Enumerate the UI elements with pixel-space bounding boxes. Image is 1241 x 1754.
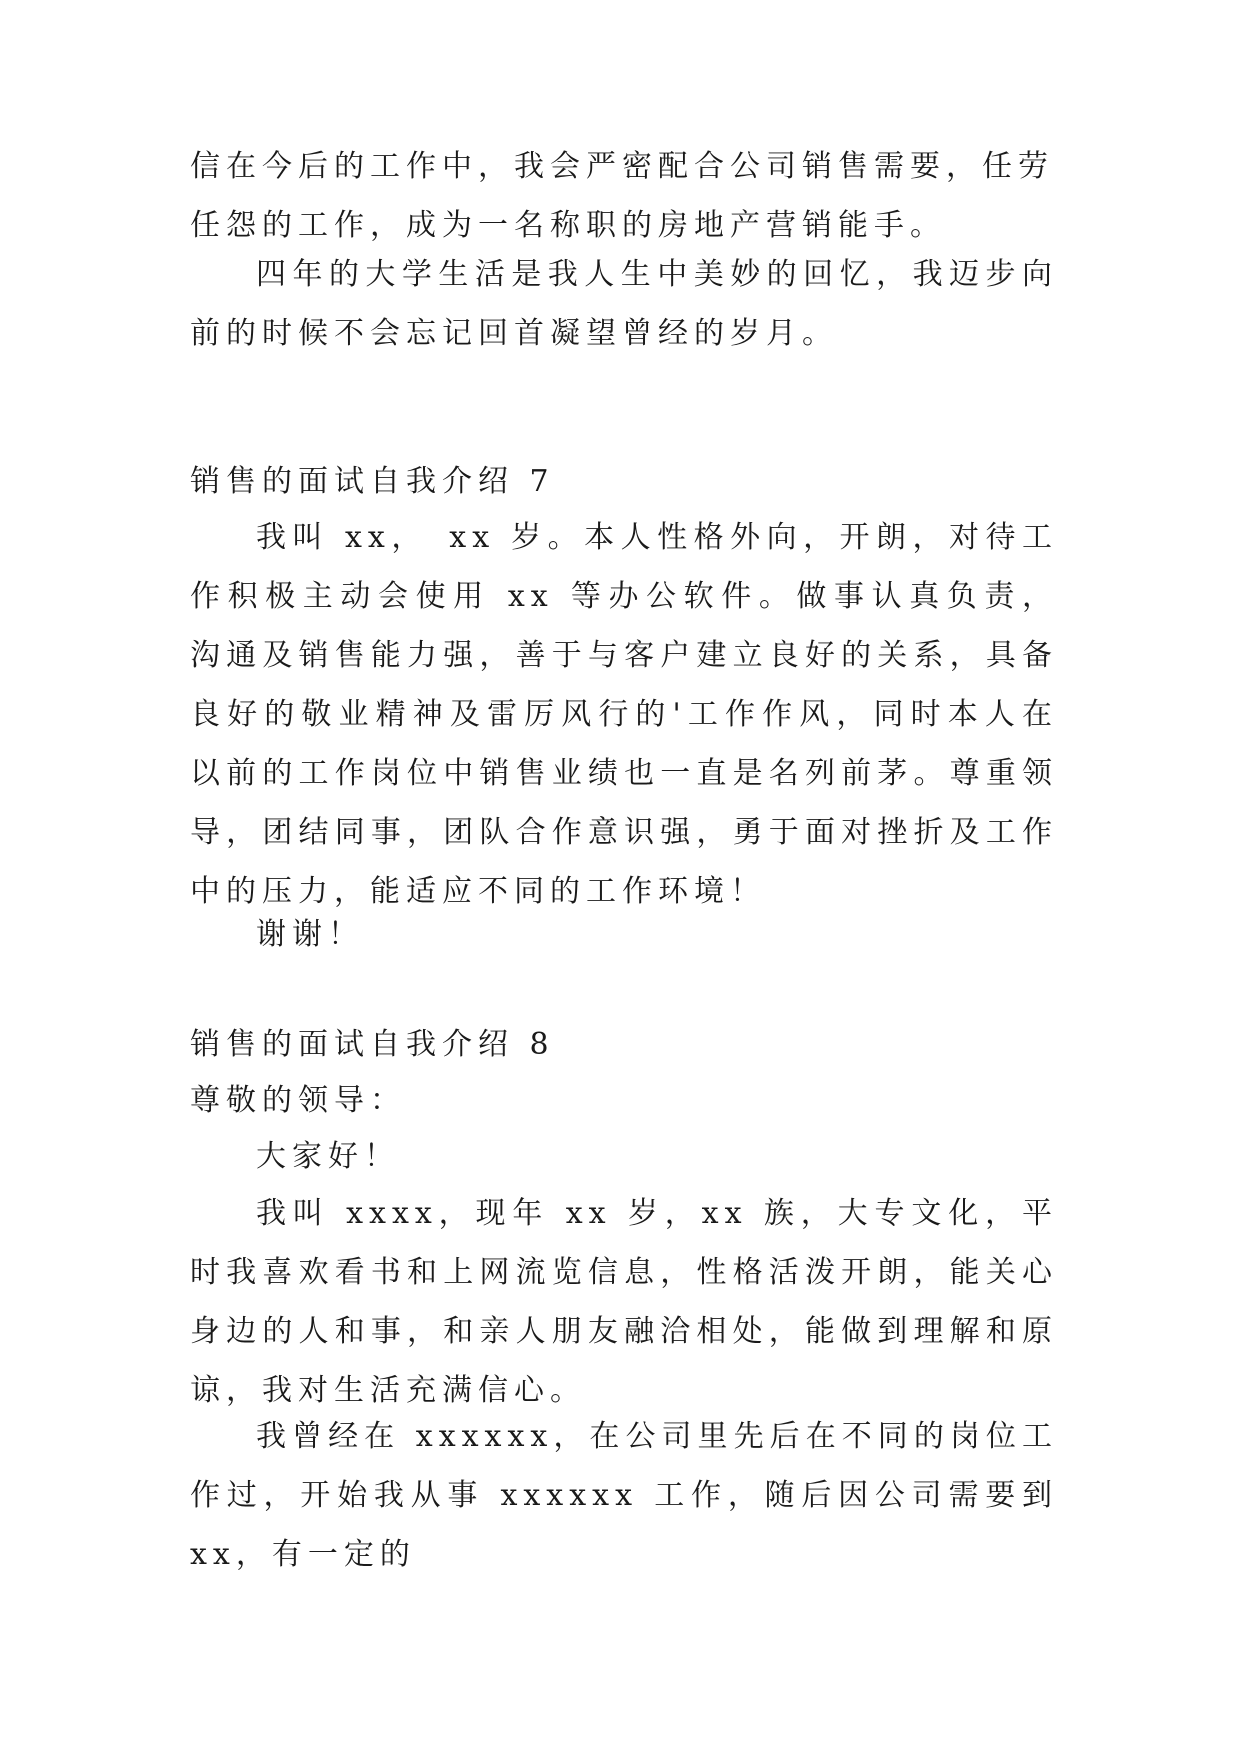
paragraph-6: [190, 1407, 1058, 1584]
paragraph-text: 我曾经在 xxxxxx，在公司里先后在不同的岗位工作过，开始我从事 xxxxxx 工作，随后因公司需要到 xx，有一定的: [190, 1419, 1058, 1572]
paragraph-1-continued: [190, 137, 1058, 255]
paragraph-3: [190, 508, 1058, 921]
salutation: [190, 1071, 1058, 1130]
paragraph-text: 信在今后的工作中，我会严密配合公司销售需要，任劳任怨的工作，成为一名称职的房地产营销能手。: [190, 149, 1054, 243]
paragraph-text: 我叫 xx， xx 岁。本人性格外向，开朗，对待工作积极主动会使用 xx 等办公软件。做事认真负责，沟通及销售能力强，善于与客户建立良好的关系，具备良好的敬业精神及雷厉风行的'工作作风，同时本人在以前的工作岗位中销售业绩也一直是名列前茅。尊重领导，团结同事，团队合作意识强，勇于面对挫折及工作中的压力，能适应不同的工作环境！: [190, 520, 1058, 909]
heading-text: 销售的面试自我介绍 8: [190, 1027, 555, 1062]
paragraph-text: 我叫 xxxx，现年 xx 岁，xx 族，大专文化，平时我喜欢看书和上网流览信息，性格活泼开朗，能关心身边的人和事，和亲人朋友融洽相处，能做到理解和原谅，我对生活充满信心。: [190, 1196, 1058, 1408]
section-heading-8: [190, 1015, 1058, 1074]
greeting-text: 大家好！: [256, 1139, 400, 1174]
paragraph-text: 四年的大学生活是我人生中美妙的回忆，我迈步向前的时候不会忘记回首凝望曾经的岁月。: [190, 257, 1058, 351]
greeting: [190, 1127, 1058, 1186]
paragraph-2: [190, 245, 1058, 363]
section-heading-7: [190, 452, 1058, 511]
paragraph-text: 谢谢！: [256, 917, 364, 952]
heading-text: 销售的面试自我介绍 7: [190, 464, 555, 499]
salutation-text: 尊敬的领导：: [190, 1083, 406, 1118]
paragraph-5: [190, 1184, 1058, 1420]
paragraph-4: [190, 905, 1058, 964]
